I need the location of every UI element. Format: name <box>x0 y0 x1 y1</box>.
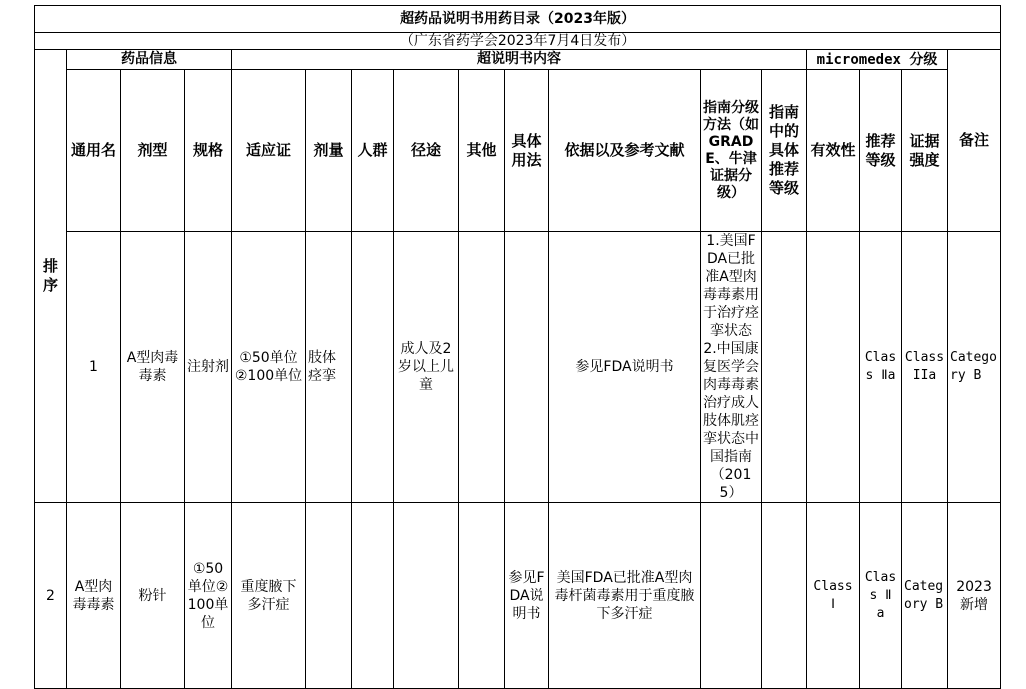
table-subtitle: （广东省药学会2023年7月4日发布） <box>35 33 1001 50</box>
cell-generic-name: A型肉毒毒素 <box>121 232 185 503</box>
drug-catalog-table <box>34 5 1001 689</box>
cell-seq: 1 <box>67 232 121 503</box>
cell-basis: 美国FDA已批准A型肉毒杆菌毒素用于重度腋下多汗症 <box>549 503 701 689</box>
header-dosage-form: 剂型 <box>121 70 185 232</box>
header-usage: 具体用法 <box>505 70 549 232</box>
cell-recommendation: Class Ⅱ a <box>860 503 902 689</box>
header-guideline-method: 指南分级方法（如GRADE、牛津证据分级） <box>701 70 762 232</box>
cell-population <box>352 503 394 689</box>
cell-remark: 2023新增 <box>948 503 1001 689</box>
header-indication: 适应证 <box>232 70 306 232</box>
cell-efficacy: Class Ⅱa <box>860 232 902 503</box>
cell-evidence: Category B <box>902 503 948 689</box>
cell-dose <box>306 503 352 689</box>
cell-population: 成人及2岁以上儿童 <box>394 232 459 503</box>
cell-basis: 1.美国FDA已批准A型肉毒毒素用于治疗痉挛状态 2.中国康复医学会肉毒毒素治疗成人肢体肌痉挛状态中国指南 （2015） <box>701 232 762 503</box>
cell-generic-name: A型肉毒毒素 <box>67 503 121 689</box>
cell-efficacy: Class Ⅰ <box>807 503 860 689</box>
header-spec: 规格 <box>185 70 232 232</box>
cell-dose <box>352 232 394 503</box>
header-route: 径途 <box>394 70 459 232</box>
header-seq: 排序 <box>35 50 67 503</box>
cell-indication: 重度腋下多汗症 <box>232 503 306 689</box>
table-title: 超药品说明书用药目录（2023年版） <box>35 6 1001 33</box>
header-efficacy: 有效性 <box>807 70 860 232</box>
cell-other <box>505 232 549 503</box>
cell-spec: ①50单位②100单位 <box>185 503 232 689</box>
cell-other <box>459 503 505 689</box>
group-offlabel: 超说明书内容 <box>232 50 807 70</box>
header-dose: 剂量 <box>306 70 352 232</box>
spreadsheet <box>34 5 1001 689</box>
group-micromedex: micromedex 分级 <box>807 50 948 70</box>
cell-guideline-method <box>701 503 762 689</box>
header-basis: 依据以及参考文献 <box>549 70 701 232</box>
header-guideline-level: 指南中的具体推荐等级 <box>762 70 807 232</box>
cell-evidence: Category B <box>948 232 1001 503</box>
cell-dosage-form: 注射剂 <box>185 232 232 503</box>
cell-guideline-level <box>807 232 860 503</box>
header-population: 人群 <box>352 70 394 232</box>
cell-usage: 参见FDA说明书 <box>549 232 701 503</box>
cell-route <box>459 232 505 503</box>
header-recommendation: 推荐等级 <box>860 70 902 232</box>
cell-usage: 参见FDA说明书 <box>505 503 549 689</box>
header-generic-name: 通用名 <box>67 70 121 232</box>
cell-guideline-level <box>762 503 807 689</box>
cell-guideline-method <box>762 232 807 503</box>
cell-recommendation: Class IIa <box>902 232 948 503</box>
cell-dosage-form: 粉针 <box>121 503 185 689</box>
cell-route <box>394 503 459 689</box>
cell-indication: 肢体痉挛 <box>306 232 352 503</box>
group-drug-info: 药品信息 <box>67 50 232 70</box>
header-remark: 备注 <box>948 50 1001 232</box>
cell-seq: 2 <box>35 503 67 689</box>
header-evidence: 证据强度 <box>902 70 948 232</box>
cell-spec: ①50单位②100单位 <box>232 232 306 503</box>
header-other: 其他 <box>459 70 505 232</box>
table-row <box>35 503 1001 689</box>
table-row <box>35 232 1001 503</box>
